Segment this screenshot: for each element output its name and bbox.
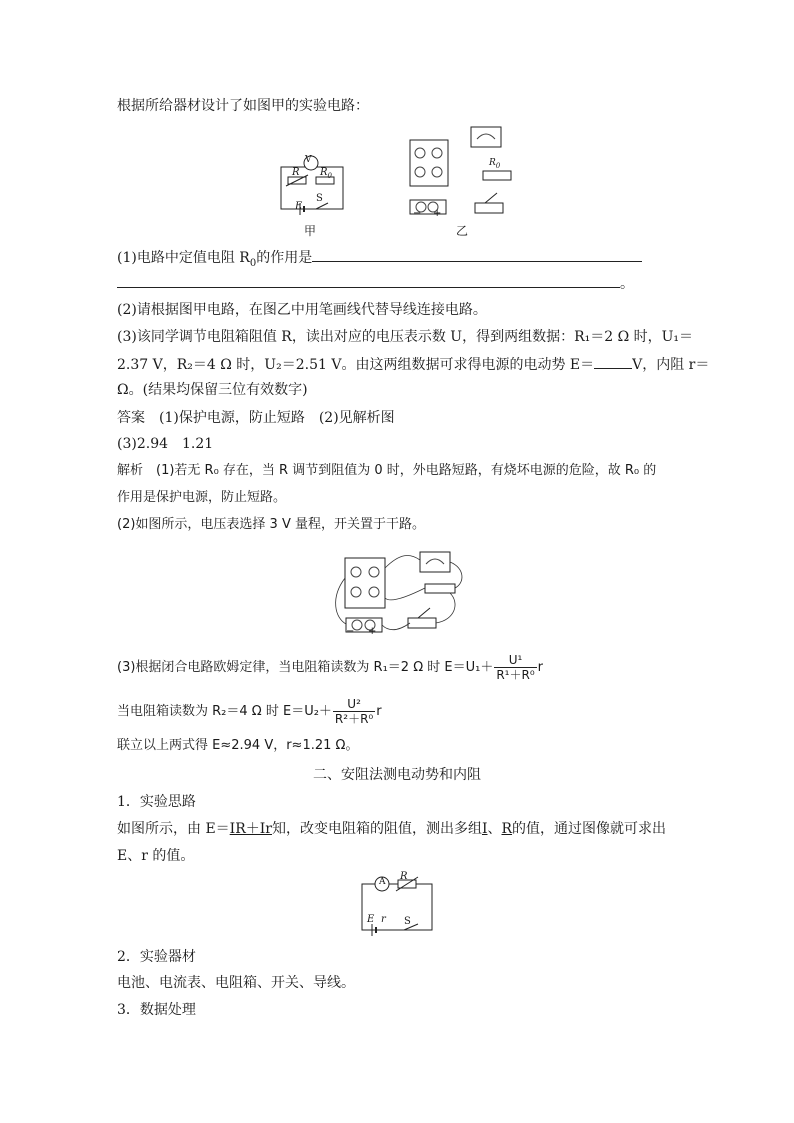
switch-base xyxy=(408,618,436,628)
wire xyxy=(382,623,410,630)
heading-3: 3．数据处理 xyxy=(117,1002,196,1018)
resistance-box xyxy=(345,558,385,608)
voltmeter-body xyxy=(420,552,450,572)
wire xyxy=(436,593,455,623)
heading-1: 1．实验思路 xyxy=(117,794,196,810)
switch-base xyxy=(475,203,503,213)
wire xyxy=(385,555,420,568)
paragraph-2: 电池、电流表、电阻箱、开关、导线。 xyxy=(117,975,355,991)
question-3-line1: (3)该同学调节电阻箱阻值 R，读出对应的电压表示数 U，得到两组数据：R₁＝2 Ω 时，U₁＝ xyxy=(117,329,694,345)
question-3-line2: 2.37 V，R₂＝4 Ω 时，U₂＝2.51 V。由这两组数据可求得电源的电动势 E＝ V，内阻 r＝ xyxy=(117,354,709,375)
question-1-cont: 。 xyxy=(117,273,634,294)
fraction: $\frac{\text{U²}}{\text{R²＋R⁰}}$ xyxy=(334,697,374,726)
switch-lever xyxy=(485,193,497,203)
internal-r-label: r xyxy=(381,914,386,925)
paragraph-1-cont: E、r 的值。 xyxy=(117,848,195,864)
question-1: (1)电路中定值电阻 $R_0$的作用是 xyxy=(117,247,642,274)
plus-terminal: + xyxy=(433,208,442,219)
fraction: $\frac{\text{U¹}}{\text{R¹＋R⁰}}$ xyxy=(496,653,535,682)
heading-2: 2．实验器材 xyxy=(117,949,196,965)
voltmeter-label: V xyxy=(305,155,312,165)
wiring-plus-terminal: + xyxy=(368,626,377,637)
fixed-resistor xyxy=(483,171,511,180)
question-3-line3: Ω。(结果均保留三位有效数字) xyxy=(117,382,308,398)
answer-blank xyxy=(594,354,632,369)
figure-jia-label: 甲 xyxy=(304,224,317,238)
answer-line: 答案 (1)保护电源，防止短路 (2)见解析图 xyxy=(117,410,395,426)
wire xyxy=(336,578,346,624)
circuit-outline xyxy=(281,167,343,209)
apparatus-diagram-yi xyxy=(405,125,515,220)
apparatus-r0-label: $R_0$ xyxy=(489,158,501,170)
wiring-minus-terminal: − xyxy=(346,626,355,637)
section-title: 二、安阻法测电动势和内阻 xyxy=(313,767,481,783)
switch-label: S xyxy=(316,193,323,204)
analysis-formula-2: 当电阻箱读数为 R₂＝4 Ω 时 E＝U₂＋ $\frac{\text{U²}}{\text{R²＋R⁰}}$ r xyxy=(117,697,382,726)
analysis-formula-1: (3)根据闭合电路欧姆定律，当电阻箱读数为 R₁＝2 Ω 时 E＝U₁＋ $\frac{\text{U¹}}{\text{R¹＋R⁰}}$ r xyxy=(117,653,544,682)
answer-line-2: (3)2.94 1.21 xyxy=(117,436,214,452)
answer-blank xyxy=(117,273,620,288)
switch-lever xyxy=(418,608,430,618)
r0-label: $R_0$ xyxy=(320,167,332,180)
question-2: (2)请根据图甲电路，在图乙中用笔画线代替导线连接电路。 xyxy=(117,302,487,318)
emf-label: E xyxy=(367,914,375,925)
switch-label: S xyxy=(404,916,411,927)
paragraph-1: 如图所示，由 E＝IR＋Ir知，改变电阻箱的阻值，测出多组I、R的值，通过图像就可求出 xyxy=(117,821,667,837)
analysis-conclusion: 联立以上两式得 E≈2.94 V，r≈1.21 Ω。 xyxy=(117,738,359,753)
intro-text: 根据所给器材设计了如图甲的实验电路： xyxy=(117,98,369,114)
answer-blank xyxy=(312,247,642,262)
emf-label: E xyxy=(295,201,303,212)
minus-terminal: − xyxy=(413,208,422,219)
fixed-resistor xyxy=(425,584,455,593)
rbox-label: R xyxy=(400,871,408,882)
analysis-line-2: 作用是保护电源，防止短路。 xyxy=(117,490,287,505)
resistance-box xyxy=(410,140,448,186)
rbox-label: R xyxy=(292,167,300,178)
analysis-line-3: (2)如图所示，电压表选择 3 V 量程，开关置于干路。 xyxy=(117,517,425,532)
ammeter-label: A xyxy=(379,877,386,887)
figure-yi-label: 乙 xyxy=(456,224,469,238)
circuit-diagram-jia xyxy=(278,155,348,215)
voltmeter-body xyxy=(471,127,501,147)
wire xyxy=(385,588,425,600)
analysis-line-1: 解析 (1)若无 R₀ 存在，当 R 调节到阻值为 0 时，外电路短路，有烧坏电源的危险，故 R₀ 的 xyxy=(117,463,657,478)
